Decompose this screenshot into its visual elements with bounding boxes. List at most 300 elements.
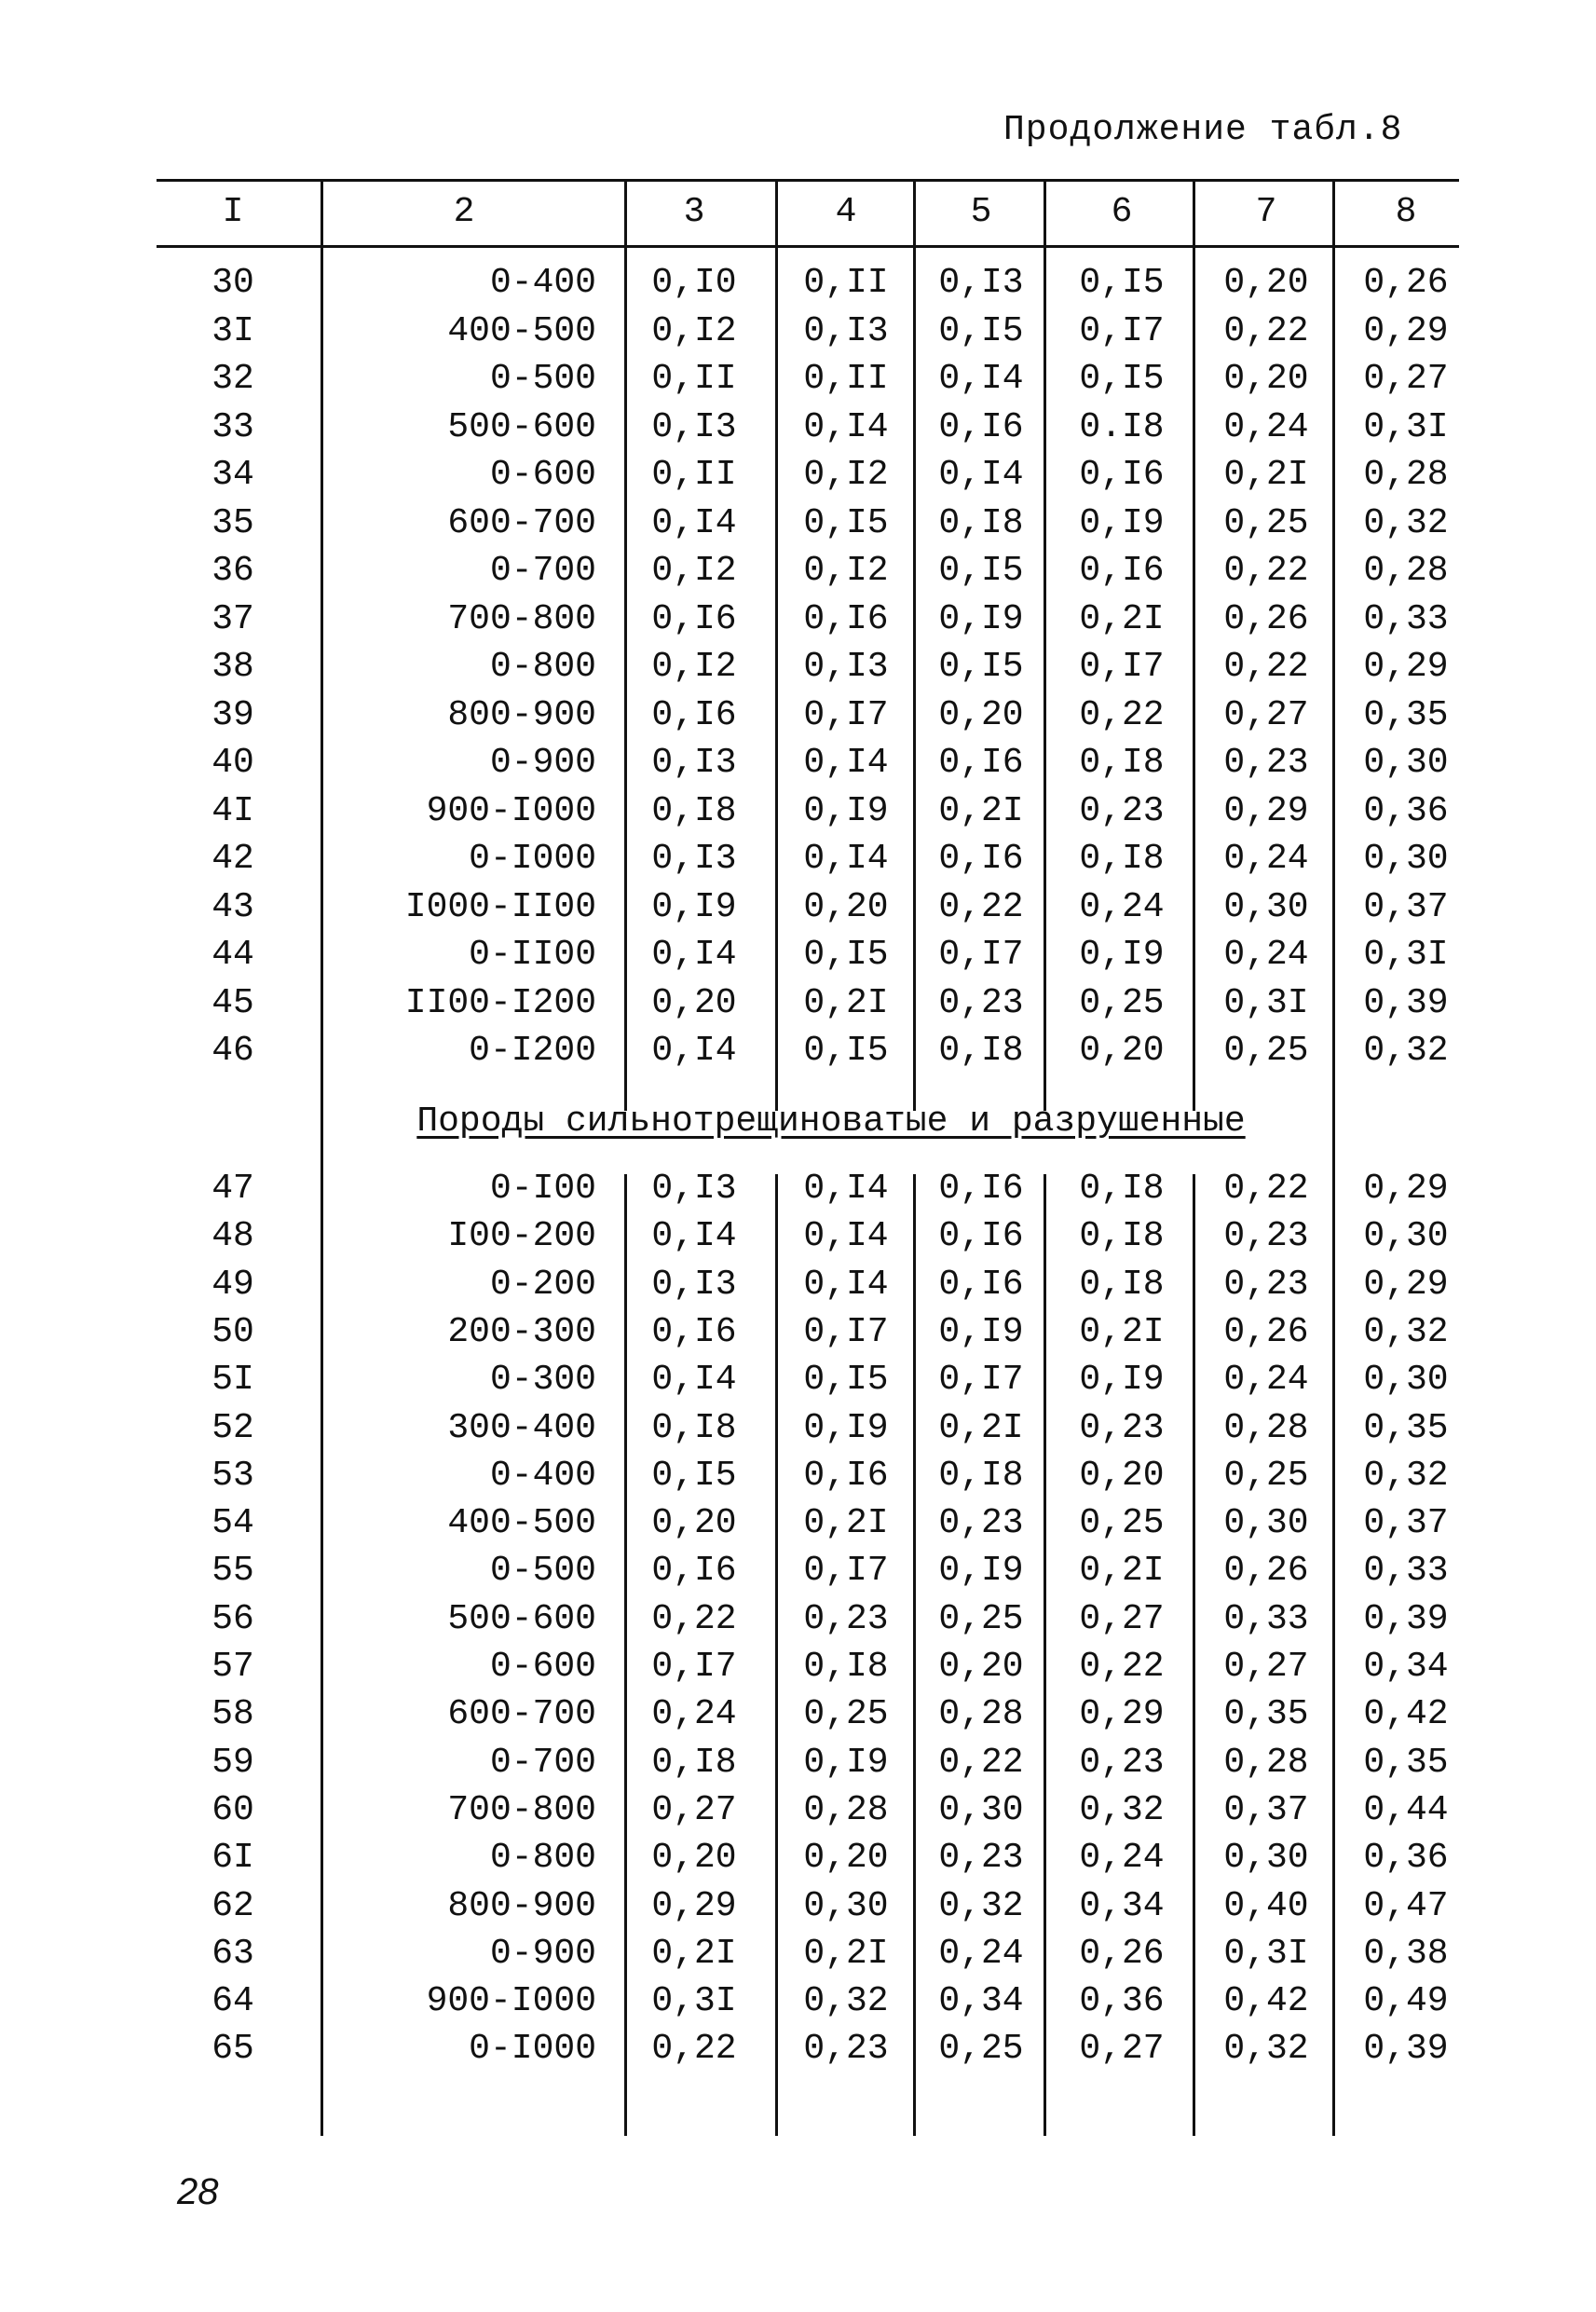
value-cell: 0,I8 [803,1647,889,1687]
value-cell: 0,34 [1079,1885,1165,1926]
depth-range-cell: 0-I000 [469,2029,596,2070]
row-number-cell: 46 [211,1031,254,1071]
value-cell: 0,I7 [1079,647,1165,687]
row-number-cell: 45 [211,982,254,1023]
value-cell: 0,I9 [803,1407,889,1448]
value-cell: 0,27 [1079,2029,1165,2070]
row-number-cell: 54 [211,1503,254,1544]
row-number-cell: 39 [211,694,254,735]
value-cell: 0,2I [651,1933,737,1974]
depth-range-cell: 400-500 [447,310,596,351]
value-cell: 0,24 [1223,839,1309,879]
value-cell: 0,28 [938,1694,1024,1735]
value-cell: 0,47 [1363,1885,1449,1926]
value-cell: 0,I6 [651,1311,737,1352]
depth-range-cell: 0-900 [489,1933,596,1974]
value-cell: 0,2I [1079,1551,1165,1592]
value-cell: 0,20 [938,694,1024,735]
depth-range-cell: 500-600 [447,1598,596,1639]
value-cell: 0,2I [803,982,889,1023]
depth-range-cell: I00-200 [447,1216,596,1257]
value-cell: 0,29 [1363,1264,1449,1305]
value-cell: 0,I5 [803,502,889,543]
value-cell: 0,I6 [938,1169,1024,1209]
value-cell: 0,I7 [651,1647,737,1687]
value-cell: 0,28 [1223,1407,1309,1448]
row-number-cell: 38 [211,647,254,687]
value-cell: 0,20 [803,1838,889,1879]
value-cell: 0,I3 [803,310,889,351]
value-cell: 0,29 [651,1885,737,1926]
value-cell: 0,I9 [1079,502,1165,543]
value-cell: 0,I4 [651,502,737,543]
depth-range-cell: 0-700 [489,551,596,591]
value-cell: 0,I6 [938,743,1024,783]
value-cell: 0,44 [1363,1789,1449,1830]
row-number-cell: 65 [211,2029,254,2070]
value-cell: 0,25 [1223,1455,1309,1496]
row-number-cell: 43 [211,886,254,927]
value-cell: 0,I4 [803,1216,889,1257]
value-cell: 0,22 [1079,694,1165,735]
value-cell: 0,I4 [803,743,889,783]
value-cell: 0,3I [1363,935,1449,975]
value-cell: 0,I4 [803,406,889,447]
value-cell: 0,23 [1223,1264,1309,1305]
value-cell: 0,3I [1223,982,1309,1023]
row-number-cell: 62 [211,1885,254,1926]
value-cell: 0,22 [651,1598,737,1639]
value-cell: 0,35 [1363,694,1449,735]
value-cell: 0,30 [803,1885,889,1926]
value-cell: 0,I5 [938,310,1024,351]
value-cell: 0,25 [1223,1031,1309,1071]
depth-range-cell: 0-500 [489,359,596,399]
depth-range-cell: II00-I200 [404,982,596,1023]
depth-range-cell: 0-600 [489,1647,596,1687]
value-cell: 0,25 [1079,982,1165,1023]
value-cell: 0,3I [1363,406,1449,447]
depth-range-cell: 0-900 [489,743,596,783]
value-cell: 0,39 [1363,982,1449,1023]
row-number-cell: 49 [211,1264,254,1305]
value-cell: 0,30 [938,1789,1024,1830]
value-cell: 0,I7 [1079,310,1165,351]
value-cell: 0,29 [1363,1169,1449,1209]
value-cell: 0,26 [1079,1933,1165,1974]
value-cell: 0,I9 [938,1551,1024,1592]
value-cell: 0,22 [1223,647,1309,687]
value-cell: 0,I4 [938,359,1024,399]
value-cell: 0,49 [1363,1981,1449,2022]
value-cell: 0,I6 [938,839,1024,879]
value-cell: 0,33 [1363,598,1449,639]
value-cell: 0,2I [1079,1311,1165,1352]
value-cell: 0,26 [1223,1551,1309,1592]
value-cell: 0,I2 [803,551,889,591]
depth-range-cell: 0-300 [489,1360,596,1401]
value-cell: 0,23 [1223,743,1309,783]
table-caption: Продолжение табл.8 [1003,110,1403,150]
value-cell: 0,24 [1223,406,1309,447]
value-cell: 0,25 [1079,1503,1165,1544]
row-number-cell: 52 [211,1407,254,1448]
depth-range-cell: 900-I000 [426,790,596,831]
value-cell: 0,26 [1223,598,1309,639]
value-cell: 0,I7 [938,1360,1024,1401]
value-cell: 0,II [803,263,889,303]
value-cell: 0,I5 [1079,359,1165,399]
value-cell: 0,I3 [651,1169,737,1209]
value-cell: 0,34 [938,1981,1024,2022]
value-cell: 0,32 [938,1885,1024,1926]
depth-range-cell: 800-900 [447,694,596,735]
row-number-cell: 63 [211,1933,254,1974]
value-cell: 0,I4 [651,935,737,975]
value-cell: 0,36 [1079,1981,1165,2022]
row-number-cell: 6I [211,1838,254,1879]
value-cell: 0,22 [1079,1647,1165,1687]
value-cell: 0,I0 [651,263,737,303]
value-cell: 0,27 [1079,1598,1165,1639]
depth-range-cell: 300-400 [447,1407,596,1448]
value-cell: 0,I8 [1079,1264,1165,1305]
value-cell: 0,35 [1223,1694,1309,1735]
row-number-cell: 3I [211,310,254,351]
value-cell: 0,38 [1363,1933,1449,1974]
value-cell: 0,37 [1363,1503,1449,1544]
value-cell: 0,30 [1223,886,1309,927]
row-number-cell: 57 [211,1647,254,1687]
value-cell: 0,30 [1363,743,1449,783]
row-number-cell: 4I [211,790,254,831]
value-cell: 0,23 [803,1598,889,1639]
value-cell: 0,I2 [651,551,737,591]
value-cell: 0,I5 [803,1360,889,1401]
depth-range-cell: 600-700 [447,502,596,543]
depth-range-cell: 900-I000 [426,1981,596,2022]
value-cell: 0,I3 [651,743,737,783]
row-number-cell: 64 [211,1981,254,2022]
value-cell: 0,32 [1363,1031,1449,1071]
depth-range-cell: 800-900 [447,1885,596,1926]
value-cell: 0,I2 [651,310,737,351]
value-cell: 0,32 [803,1981,889,2022]
value-cell: 0,20 [803,886,889,927]
value-cell: 0,27 [1223,694,1309,735]
value-cell: 0,22 [938,1742,1024,1783]
value-cell: 0,37 [1223,1789,1309,1830]
value-cell: 0,20 [651,1838,737,1879]
value-cell: 0,I9 [1079,1360,1165,1401]
row-number-cell: 36 [211,551,254,591]
value-cell: 0,33 [1223,1598,1309,1639]
row-number-cell: 59 [211,1742,254,1783]
value-cell: 0,20 [1223,263,1309,303]
value-cell: 0,I9 [938,598,1024,639]
value-cell: 0,I3 [651,839,737,879]
value-cell: 0,28 [1363,551,1449,591]
value-cell: 0,25 [938,1598,1024,1639]
value-cell: 0,32 [1223,2029,1309,2070]
value-cell: 0,40 [1223,1885,1309,1926]
row-number-cell: 60 [211,1789,254,1830]
value-cell: 0,I4 [651,1360,737,1401]
row-number-cell: 34 [211,455,254,495]
value-cell: 0,28 [803,1789,889,1830]
value-cell: 0,23 [803,2029,889,2070]
value-cell: 0,26 [1363,263,1449,303]
depth-range-cell: 200-300 [447,1311,596,1352]
value-cell: 0,I6 [651,694,737,735]
column-header: 7 [1255,192,1277,232]
value-cell: 0,42 [1223,1981,1309,2022]
value-cell: 0,27 [1223,1647,1309,1687]
row-number-cell: 32 [211,359,254,399]
row-number-cell: 30 [211,263,254,303]
value-cell: 0,I9 [803,1742,889,1783]
value-cell: 0,32 [1079,1789,1165,1830]
table-header-rule [157,245,1459,248]
value-cell: 0,30 [1363,1216,1449,1257]
value-cell: 0,2I [803,1933,889,1974]
value-cell: 0,I3 [651,406,737,447]
value-cell: 0,I6 [938,406,1024,447]
row-number-cell: 47 [211,1169,254,1209]
value-cell: 0,I7 [803,694,889,735]
value-cell: 0,I6 [651,598,737,639]
value-cell: 0,24 [1079,1838,1165,1879]
row-number-cell: 56 [211,1598,254,1639]
value-cell: 0,36 [1363,1838,1449,1879]
value-cell: 0,20 [1079,1031,1165,1071]
value-cell: 0,2I [938,1407,1024,1448]
value-cell: 0,I8 [1079,839,1165,879]
value-cell: 0,I8 [938,1455,1024,1496]
value-cell: 0,I5 [803,935,889,975]
depth-range-cell: 0-800 [489,1838,596,1879]
value-cell: 0,39 [1363,1598,1449,1639]
value-cell: 0,30 [1223,1503,1309,1544]
value-cell: 0,I8 [1079,1216,1165,1257]
value-cell: 0,20 [1223,359,1309,399]
value-cell: 0,I8 [651,1742,737,1783]
value-cell: 0,35 [1363,1407,1449,1448]
value-cell: 0,I4 [803,839,889,879]
value-cell: 0,20 [1079,1455,1165,1496]
depth-range-cell: I000-II00 [404,886,596,927]
value-cell: 0,32 [1363,1311,1449,1352]
depth-range-cell: 0-200 [489,1264,596,1305]
value-cell: 0,I4 [651,1031,737,1071]
value-cell: 0,23 [1223,1216,1309,1257]
value-cell: 0,I5 [938,551,1024,591]
depth-range-cell: 0-600 [489,455,596,495]
depth-range-cell: 700-800 [447,598,596,639]
value-cell: 0,29 [1363,647,1449,687]
value-cell: 0,I4 [803,1169,889,1209]
row-number-cell: 58 [211,1694,254,1735]
value-cell: 0,I4 [938,455,1024,495]
value-cell: 0,35 [1363,1742,1449,1783]
value-cell: 0,3I [1223,1933,1309,1974]
value-cell: 0,I6 [803,598,889,639]
value-cell: 0,I9 [1079,935,1165,975]
value-cell: 0,I2 [803,455,889,495]
value-cell: 0,I7 [803,1311,889,1352]
row-number-cell: 37 [211,598,254,639]
value-cell: 0,30 [1363,839,1449,879]
value-cell: 0,23 [1079,790,1165,831]
value-cell: 0,I8 [1079,1169,1165,1209]
value-cell: 0,20 [651,1503,737,1544]
depth-range-cell: 400-500 [447,1503,596,1544]
value-cell: 0,I6 [938,1216,1024,1257]
value-cell: 0,30 [1223,1838,1309,1879]
value-cell: 0,I6 [651,1551,737,1592]
value-cell: 0,26 [1223,1311,1309,1352]
value-cell: 0,I3 [938,263,1024,303]
column-header: I [222,192,244,232]
value-cell: 0,32 [1363,1455,1449,1496]
value-cell: 0,20 [651,982,737,1023]
row-number-cell: 48 [211,1216,254,1257]
page-number: 28 [177,2171,219,2212]
value-cell: 0,24 [1223,935,1309,975]
value-cell: 0,I8 [651,790,737,831]
column-header: 8 [1395,192,1417,232]
value-cell: 0,22 [651,2029,737,2070]
depth-range-cell: 0-400 [489,1455,596,1496]
value-cell: 0,24 [1079,886,1165,927]
table-top-rule [157,179,1459,182]
value-cell: 0,I5 [803,1031,889,1071]
value-cell: 0,I4 [803,1264,889,1305]
value-cell: 0,30 [1363,1360,1449,1401]
column-header: 6 [1111,192,1133,232]
value-cell: 0,29 [1223,790,1309,831]
value-cell: 0,II [651,359,737,399]
value-cell: 0,I6 [803,1455,889,1496]
value-cell: 0,2I [938,790,1024,831]
value-cell: 0,II [651,455,737,495]
value-cell: 0,25 [803,1694,889,1735]
section-title: Породы сильнотрещиноватые и разрушенные [416,1101,1246,1142]
value-cell: 0,20 [938,1647,1024,1687]
value-cell: 0,I8 [1079,743,1165,783]
value-cell: 0,24 [651,1694,737,1735]
value-cell: 0,2I [1079,598,1165,639]
value-cell: 0,32 [1363,502,1449,543]
value-cell: 0,I9 [651,886,737,927]
value-cell: 0,I2 [651,647,737,687]
value-cell: 0,2I [803,1503,889,1544]
value-cell: 0,I4 [651,1216,737,1257]
value-cell: 0,22 [1223,1169,1309,1209]
value-cell: 0,2I [1223,455,1309,495]
value-cell: 0,37 [1363,886,1449,927]
column-header: 2 [453,192,475,232]
value-cell: 0,23 [1079,1407,1165,1448]
value-cell: 0,I9 [803,790,889,831]
value-cell: 0,29 [1079,1694,1165,1735]
depth-range-cell: 500-600 [447,406,596,447]
column-header: 3 [683,192,705,232]
depth-range-cell: 600-700 [447,1694,596,1735]
depth-range-cell: 0-500 [489,1551,596,1592]
depth-range-cell: 0-II00 [469,935,596,975]
row-number-cell: 44 [211,935,254,975]
value-cell: 0,28 [1223,1742,1309,1783]
value-cell: 0,22 [938,886,1024,927]
value-cell: 0,I7 [938,935,1024,975]
row-number-cell: 53 [211,1455,254,1496]
value-cell: 0,23 [938,982,1024,1023]
row-number-cell: 5I [211,1360,254,1401]
value-cell: 0,I7 [803,1551,889,1592]
depth-range-cell: 0-I000 [469,839,596,879]
value-cell: 0,34 [1363,1647,1449,1687]
depth-range-cell: 0-400 [489,263,596,303]
value-cell: 0,23 [938,1503,1024,1544]
value-cell: 0,I5 [938,647,1024,687]
value-cell: 0,I3 [651,1264,737,1305]
row-number-cell: 42 [211,839,254,879]
depth-range-cell: 700-800 [447,1789,596,1830]
row-number-cell: 50 [211,1311,254,1352]
value-cell: 0,22 [1223,310,1309,351]
row-number-cell: 35 [211,502,254,543]
value-cell: 0,22 [1223,551,1309,591]
value-cell: 0,39 [1363,2029,1449,2070]
value-cell: 0,28 [1363,455,1449,495]
value-cell: 0.I8 [1079,406,1165,447]
value-cell: 0,I9 [938,1311,1024,1352]
value-cell: 0,24 [1223,1360,1309,1401]
value-cell: 0,I5 [1079,263,1165,303]
row-number-cell: 40 [211,743,254,783]
value-cell: 0,25 [1223,502,1309,543]
depth-range-cell: 0-800 [489,647,596,687]
value-cell: 0,29 [1363,310,1449,351]
value-cell: 0,25 [938,2029,1024,2070]
value-cell: 0,I3 [803,647,889,687]
value-cell: 0,33 [1363,1551,1449,1592]
value-cell: 0,27 [651,1789,737,1830]
value-cell: 0,24 [938,1933,1024,1974]
value-cell: 0,3I [651,1981,737,2022]
column-header: 5 [970,192,992,232]
value-cell: 0,23 [938,1838,1024,1879]
value-cell: 0,42 [1363,1694,1449,1735]
value-cell: 0,I8 [938,1031,1024,1071]
value-cell: 0,I6 [1079,455,1165,495]
value-cell: 0,I6 [938,1264,1024,1305]
value-cell: 0,I8 [651,1407,737,1448]
value-cell: 0,23 [1079,1742,1165,1783]
value-cell: 0,I5 [651,1455,737,1496]
value-cell: 0,II [803,359,889,399]
value-cell: 0,27 [1363,359,1449,399]
depth-range-cell: 0-I00 [489,1169,596,1209]
value-cell: 0,I8 [938,502,1024,543]
value-cell: 0,36 [1363,790,1449,831]
row-number-cell: 33 [211,406,254,447]
depth-range-cell: 0-I200 [469,1031,596,1071]
depth-range-cell: 0-700 [489,1742,596,1783]
row-number-cell: 55 [211,1551,254,1592]
value-cell: 0,I6 [1079,551,1165,591]
